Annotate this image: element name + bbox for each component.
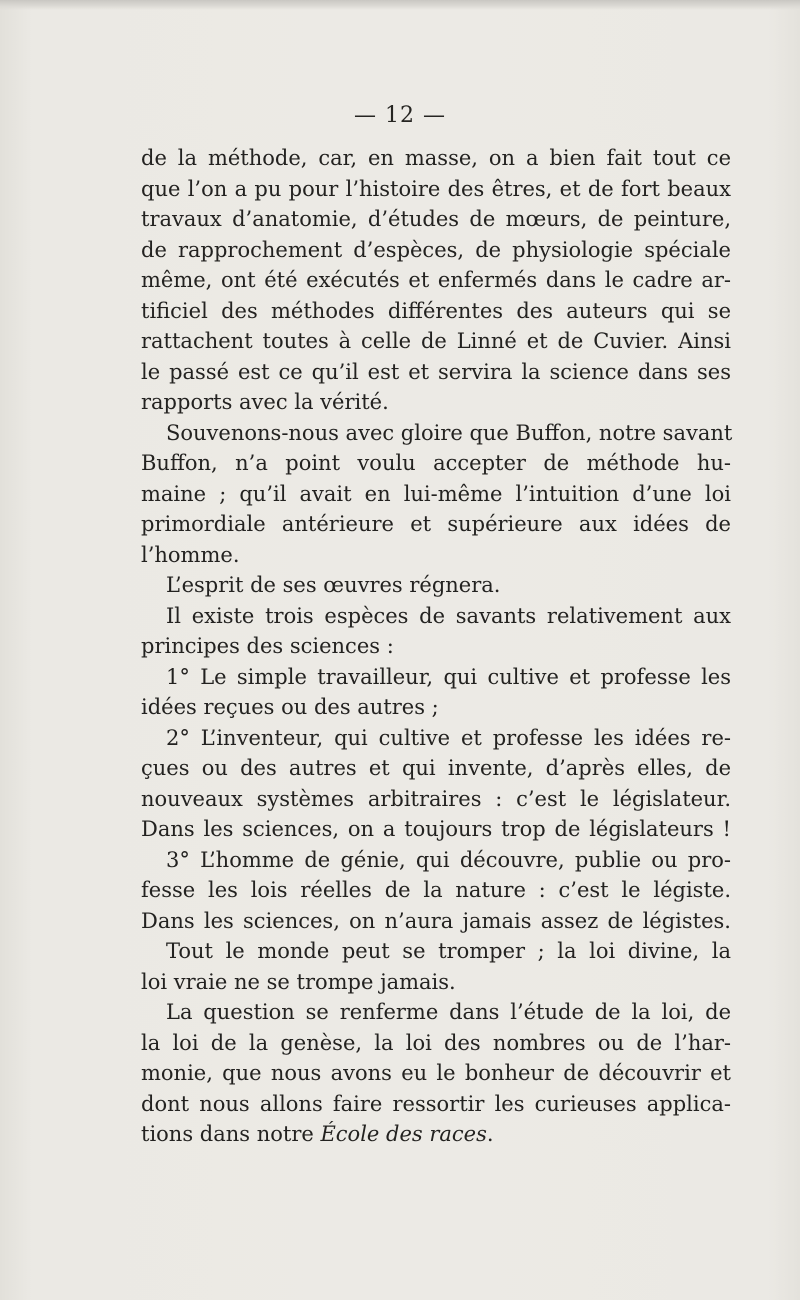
text-line: monie, que nous avons eu le bonheur de découvrir et bbox=[141, 1061, 731, 1085]
text-line: maine ; qu’il avait en lui-même l’intuition d’une loi bbox=[141, 481, 731, 506]
text-line: fesse les lois réelles de la nature : c’est le légiste. bbox=[141, 878, 731, 902]
final-text-line bbox=[141, 1119, 731, 1150]
body-text bbox=[141, 143, 731, 1150]
text-line: tificiel des méthodes différentes des auteurs qui se bbox=[141, 298, 731, 323]
text-line: idées reçues ou des autres ; bbox=[141, 695, 439, 719]
text-line: dont nous allons faire ressortir les curieuses applica- bbox=[141, 1091, 731, 1116]
text-line: loi vraie ne se trompe jamais. bbox=[141, 969, 456, 994]
text-line: travaux d’anatomie, d’études de mœurs, de peinture, bbox=[141, 207, 731, 231]
text-line: 2° L’inventeur, qui cultive et professe les idées re- bbox=[166, 725, 731, 750]
final-line-suffix: . bbox=[486, 1122, 494, 1146]
page-top-edge bbox=[0, 0, 800, 10]
text-line: primordiale antérieure et supérieure aux idées de bbox=[141, 512, 731, 536]
text-line: Souvenons-nous avec gloire que Buffon, notre savant bbox=[166, 420, 733, 445]
text-line: çues ou des autres et qui invente, d’après elles, de bbox=[141, 756, 731, 780]
text-line: Dans les sciences, on n’aura jamais assez de légistes. bbox=[141, 908, 731, 933]
final-line-prefix: tions dans notre bbox=[141, 1122, 321, 1146]
text-line: La question se renferme dans l’étude de la loi, de bbox=[166, 1000, 731, 1024]
text-line: l’homme. bbox=[141, 542, 240, 567]
text-line: 3° L’homme de génie, qui découvre, publie ou pro- bbox=[166, 847, 731, 872]
text-line: nouveaux systèmes arbitraires : c’est le législateur. bbox=[141, 786, 731, 811]
page-number: — 12 — bbox=[354, 103, 446, 128]
text-line: L’esprit de ses œuvres régnera. bbox=[166, 573, 501, 597]
book-title-italic: École des races bbox=[320, 1122, 487, 1146]
text-line: 1° Le simple travailleur, qui cultive et professe les bbox=[166, 664, 731, 689]
text-line: principes des sciences : bbox=[141, 634, 394, 658]
text-line: que l’on a pu pour l’histoire des êtres, et de fort beaux bbox=[141, 176, 731, 201]
text-line: le passé est ce qu’il est et servira la science dans ses bbox=[141, 359, 731, 384]
text-line: Buffon, n’a point voulu accepter de méthode hu- bbox=[141, 451, 731, 475]
text-line: Dans les sciences, on a toujours trop de législateurs ! bbox=[141, 817, 731, 841]
text-line: rattachent toutes à celle de Linné et de Cuvier. Ainsi bbox=[141, 329, 731, 353]
text-line: de rapprochement d’espèces, de physiologie spéciale bbox=[141, 237, 731, 262]
text-line: la loi de la genèse, la loi des nombres ou de l’har- bbox=[141, 1030, 731, 1055]
text-line: même, ont été exécutés et enfermés dans le cadre ar- bbox=[141, 268, 731, 292]
text-line: rapports avec la vérité. bbox=[141, 390, 389, 414]
text-line: de la méthode, car, en masse, on a bien fait tout ce bbox=[141, 146, 731, 170]
text-line: Tout le monde peut se tromper ; la loi divine, la bbox=[166, 939, 731, 963]
text-line: Il existe trois espèces de savants relativement aux bbox=[166, 603, 731, 628]
